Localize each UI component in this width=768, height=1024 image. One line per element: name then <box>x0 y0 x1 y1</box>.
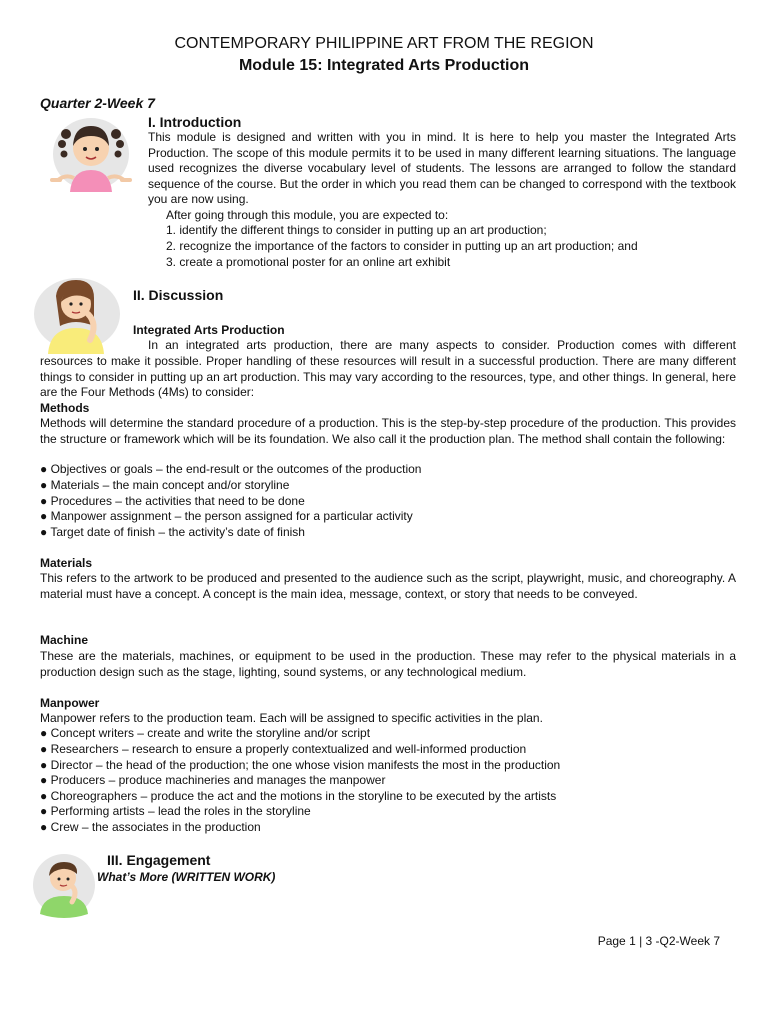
discussion-intro-body: resources to make it possible. Proper handling of these resources will result in a successful production. There are many different things to consider in putting up an art production. This may vary according to the resources, type, and other things. In general, here are the Four Methods (4Ms) to consider: <box>40 354 736 400</box>
methods-heading: Methods <box>40 401 90 415</box>
manpower-bullet: ● Choreographers – produce the act and the motions in the storyline to be executed by the artists <box>40 789 557 803</box>
engagement-heading: III. Engagement <box>107 852 211 868</box>
discussion-intro-first: In an integrated arts production, there are many aspects to consider. Production comes with different <box>148 338 736 352</box>
methods-bullet: ● Objectives or goals – the end-result or the outcomes of the production <box>40 462 422 476</box>
discussion-heading: II. Discussion <box>133 287 224 303</box>
objective-item: 3. create a promotional poster for an online art exhibit <box>166 255 451 269</box>
girl-waving-illustration <box>46 112 136 194</box>
machine-body: These are the materials, machines, or equipment to be used in the production. These may refer to the physical materials in a production design such as the stage, lighting, sound systems, or any technological medium. <box>40 649 736 679</box>
materials-body: This refers to the artwork to be produced and presented to the audience such as the script, playwright, music, and choreography. A material must have a concept. A concept is the main idea, message, context, or story that needs to be conveyed. <box>40 571 736 601</box>
methods-bullet: ● Target date of finish – the activity’s date of finish <box>40 525 305 539</box>
manpower-bullet: ● Crew – the associates in the production <box>40 820 261 834</box>
engagement-subheading: What’s More (WRITTEN WORK) <box>97 870 276 884</box>
materials-heading: Materials <box>40 556 93 570</box>
document-title: CONTEMPORARY PHILIPPINE ART FROM THE REGION <box>174 35 594 52</box>
boy-illustration <box>32 852 96 918</box>
thinking-girl-illustration <box>32 276 122 354</box>
manpower-bullet: ● Performing artists – lead the roles in the storyline <box>40 804 311 818</box>
methods-body: Methods will determine the standard procedure of a production. This is the step-by-step procedure of the production. This provides the structure or framework which will be its foundation. We also call it the production plan. The method shall contain the following: <box>40 416 736 446</box>
module-title: Module 15: Integrated Arts Production <box>238 57 530 74</box>
page-footer: Page 1 | 3 -Q2-Week 7 <box>597 934 720 948</box>
manpower-heading: Manpower <box>40 696 100 710</box>
quarter-label: Quarter 2-Week 7 <box>40 95 155 111</box>
manpower-bullet: ● Director – the head of the production; the one whose vision manifests the most in the production <box>40 758 561 772</box>
methods-bullet: ● Manpower assignment – the person assigned for a particular activity <box>40 509 413 523</box>
objective-item: 1. identify the different things to consider in putting up an art production; <box>166 223 547 237</box>
introduction-body: This module is designed and written with you in mind. It is here to help you master the Integrated Arts Production. The scope of this module permits it to be used in many different learning situations. The language used recognizes the diverse vocabulary level of students. The lessons are arranged to follow the standard sequence of the course. But the order in which you read them can be changed to correspond with the textbook you are now using. <box>148 130 736 207</box>
discussion-subheading: Integrated Arts Production <box>133 323 285 337</box>
introduction-expect: After going through this module, you are expected to: <box>166 208 449 222</box>
machine-heading: Machine <box>40 633 89 647</box>
methods-bullet: ● Procedures – the activities that need to be done <box>40 494 305 508</box>
methods-bullet: ● Materials – the main concept and/or storyline <box>40 478 290 492</box>
manpower-bullet: ● Researchers – research to ensure a properly contextualized and well-informed production <box>40 742 527 756</box>
objective-item: 2. recognize the importance of the factors to consider in putting up an art production; and <box>166 239 638 253</box>
manpower-bullet: ● Concept writers – create and write the storyline and/or script <box>40 726 371 740</box>
manpower-bullet: ● Producers – produce machineries and manages the manpower <box>40 773 386 787</box>
manpower-body: Manpower refers to the production team. Each will be assigned to specific activities in the plan. <box>40 711 543 725</box>
introduction-heading: I. Introduction <box>148 114 242 130</box>
